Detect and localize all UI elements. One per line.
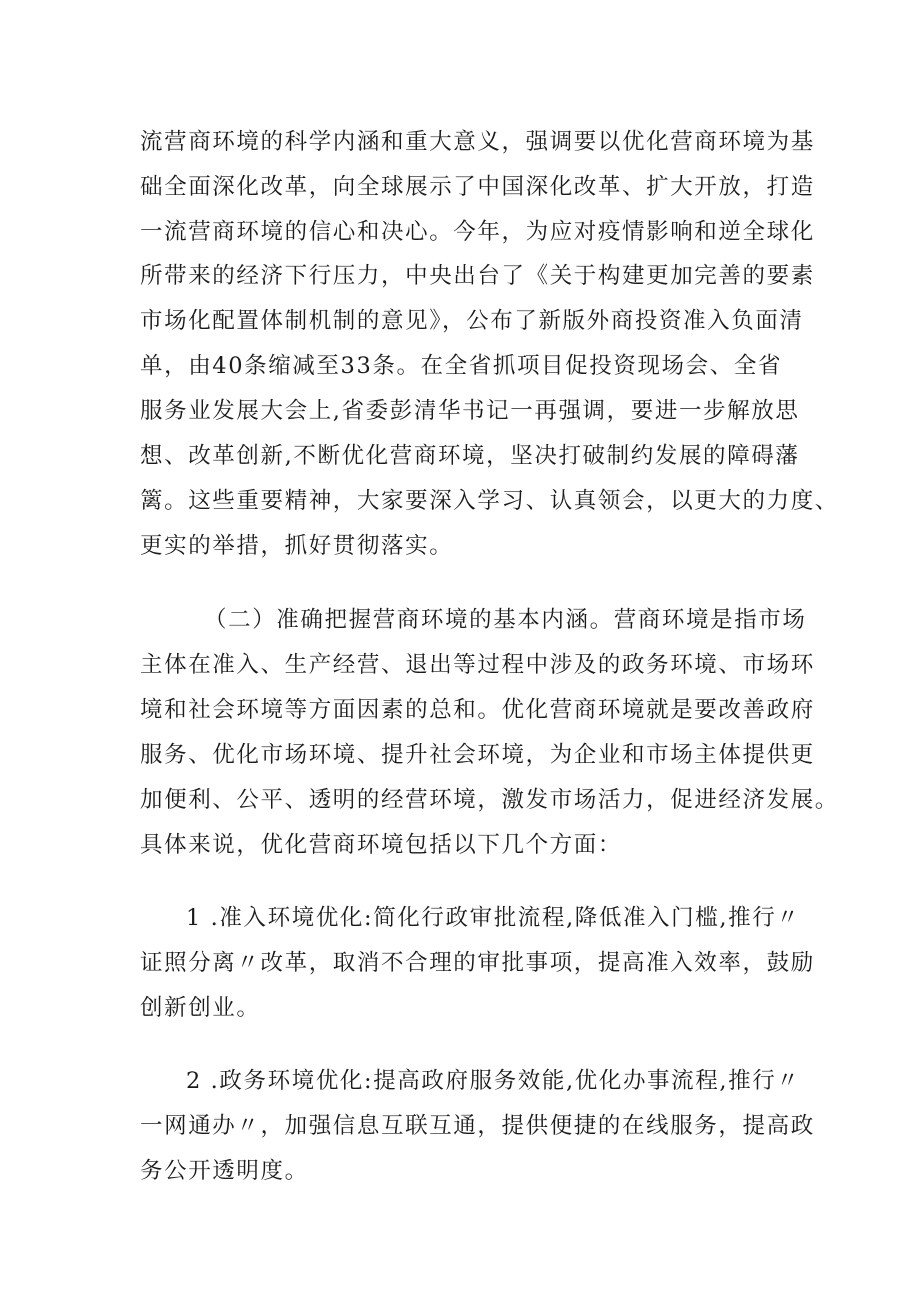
text-line: 单，由40条缩减至33条。在全省抓项目促投资现场会、全省	[140, 353, 783, 379]
text-line: 一网通办〃，加强信息互联互通，提供便捷的在线服务，提高政	[140, 1113, 815, 1139]
text-line: 想、改革创新,不断优化营商环境，坚决打破制约发展的障碍藩	[140, 443, 800, 469]
text-line: 加便利、公平、透明的经营环境，激发市场活力，促进经济发展。	[140, 787, 839, 813]
text-line: 创新创业。	[140, 995, 261, 1021]
text-line: 境和社会环境等方面因素的总和。优化营商环境就是要改善政府	[140, 697, 815, 723]
text-line: 2 .政务环境优化:提高政府服务效能,优化办事流程,推行〃	[186, 1068, 801, 1094]
text-line: 服务、优化市场环境、提升社会环境，为企业和市场主体提供更	[140, 742, 815, 768]
text-line: （二）准确把握营商环境的基本内涵。营商环境是指市场	[204, 607, 807, 633]
text-line: 证照分离〃改革，取消不合理的审批事项，提高准入效率，鼓励	[140, 950, 815, 976]
text-line: 所带来的经济下行压力，中央出台了《关于构建更加完善的要素	[140, 263, 815, 289]
text-line: 础全面深化改革，向全球展示了中国深化改革、扩大开放，打造	[140, 174, 815, 200]
text-line: 篱。这些重要精神，大家要深入学习、认真领会，以更大的力度、	[140, 488, 839, 514]
text-line: 市场化配置体制机制的意见》，公布了新版外商投资准入负面清	[140, 308, 804, 334]
text-line: 具体来说，优化营商环境包括以下几个方面：	[140, 832, 623, 858]
text-line: 一流营商环境的信心和决心。今年，为应对疫情影响和逆全球化	[140, 219, 815, 245]
text-line: 务公开透明度。	[140, 1158, 309, 1184]
text-line: 服务业发展大会上,省委彭清华书记一再强调，要进一步解放思	[140, 398, 800, 424]
text-line: 1 .准入环境优化:简化行政审批流程,降低准入门槛,推行〃	[186, 905, 801, 931]
text-line: 主体在准入、生产经营、退出等过程中涉及的政务环境、市场环	[140, 652, 815, 678]
text-line: 流营商环境的科学内涵和重大意义，强调要以优化营商环境为基	[140, 129, 815, 155]
text-line: 更实的举措，抓好贯彻落实。	[140, 533, 454, 559]
